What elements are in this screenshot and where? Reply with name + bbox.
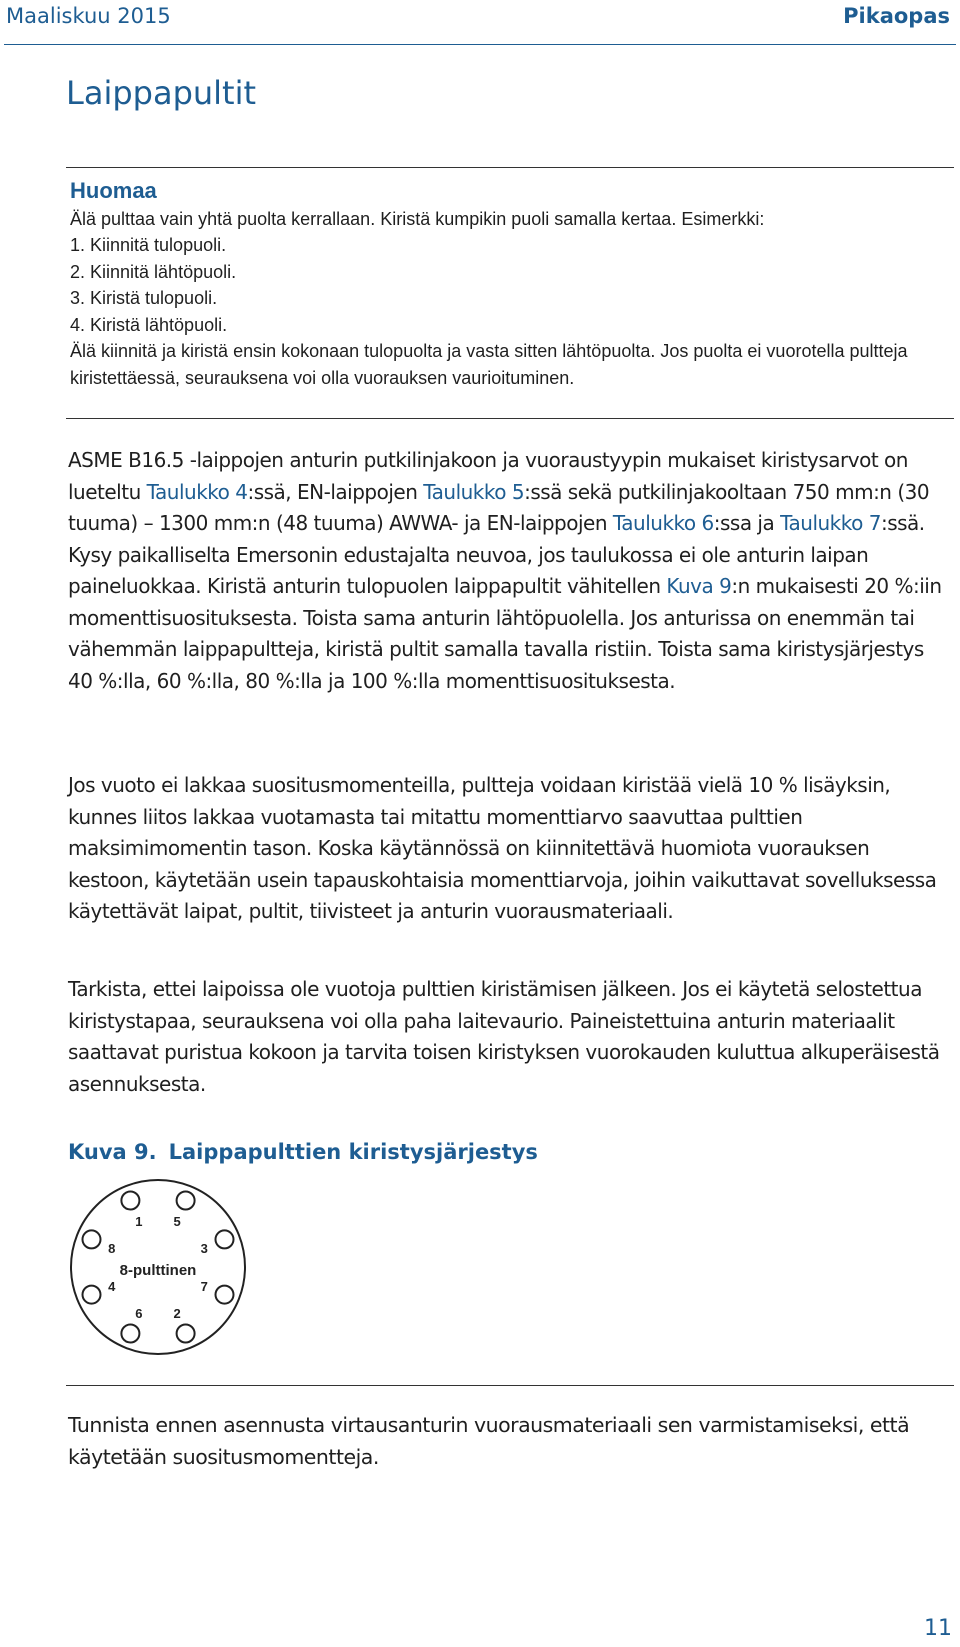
link-table-6[interactable]: Taulukko 6: [612, 511, 714, 535]
figure-label: Kuva 9.: [68, 1140, 157, 1164]
leak-paragraph: Jos vuoto ei lakkaa suositusmomenteilla, pultteja voidaan kiristää vielä 10 % lisäyksin, kunnes liitos lakkaa vuotamasta tai mitattu momenttiarvo saavuttaa pulttien maksimimomentin tason. Koska käytännössä on kiinnitettävä huomiota vuorauksen kestoon, käytetään usein tapauskohtaisia momenttiarvoja, joihin vaikuttavat sovelluksessa käytettävät laipat, pultit, tiivisteet ja anturin vuorausmateriaali.: [68, 773, 937, 923]
text-run: :ssä. Kysy paikalliselta Emersonin edustajalta neuvoa, jos taulukossa ei ole anturin laipan paineluokkaa. Kiristä anturin tulopuolen laippapultit vähitellen: [68, 511, 925, 598]
header-date: Maaliskuu 2015: [6, 4, 171, 28]
link-figure-9[interactable]: Kuva 9: [666, 574, 732, 598]
note-steps: [70, 232, 930, 338]
header-doc-type: Pikaopas: [843, 4, 950, 28]
note-top-divider: [66, 167, 954, 168]
note-intro: Älä pulttaa vain yhtä puolta kerrallaan. Kiristä kumpikin puoli samalla kertaa. Esimerkki:: [70, 208, 765, 229]
bolt-number: 6: [135, 1306, 143, 1322]
note-step: 2. Kiinnitä lähtöpuoli.: [70, 261, 237, 282]
bolt-number: 2: [173, 1306, 181, 1322]
note-outro: Älä kiinnitä ja kiristä ensin kokonaan tulopuolta ja vasta sitten lähtöpuolta. Jos puolta ei vuorotella pultteja kiristettäessä, seurauksena voi olla vuorauksen vaurioituminen.: [70, 341, 908, 388]
bolt-hole: [83, 1230, 101, 1248]
lining-paragraph: Tunnista ennen asennusta virtausanturin vuorausmateriaali sen varmistamiseksi, että käytetään suositusmomentteja.: [68, 1413, 910, 1469]
bolt-number: 7: [200, 1279, 208, 1295]
bolt-number: 4: [108, 1279, 116, 1295]
note-step: 3. Kiristä tulopuoli.: [70, 288, 218, 308]
bolt-hole: [216, 1230, 234, 1248]
bolt-count-label: 8-pulttinen: [119, 1262, 197, 1279]
bolt-hole: [121, 1192, 139, 1210]
text-run: :ssa ja: [713, 511, 781, 535]
text-run: :n mukaisesti 20 %:iin momenttisuosituksesta. Toista sama anturin lähtöpuolella. Jos anturissa on enemmän tai vähemmän laippapultteja, kiristä pultit samalla tavalla ristiin. Toista sama kiristysjärjestys 40 %:lla, 60 %:lla, 80 %:lla ja 100 %:lla momenttisuosituksesta.: [68, 574, 942, 693]
link-table-7[interactable]: Taulukko 7: [780, 511, 881, 535]
note-step: 4. Kiristä lähtöpuoli.: [70, 314, 228, 335]
page-title: Laippapultit: [66, 74, 257, 112]
note-heading: Huomaa: [70, 178, 157, 203]
figure-bottom-divider: [66, 1385, 954, 1386]
figure-caption: Laippapulttien kiristysjärjestys: [168, 1140, 538, 1164]
bolt-number: 3: [200, 1240, 208, 1256]
inspection-paragraph: Tarkista, ettei laipoissa ole vuotoja pulttien kiristämisen jälkeen. Jos ei käytetä selostettua kiristystapaa, seurauksena voi olla paha laitevaurio. Paineistettuina anturin materiaalit saattavat puristua kokoon ja tarvita toisen kiristyksen vuorokauden kuluttua alkuperäisestä asennuksesta.: [68, 977, 940, 1096]
bolt-hole: [177, 1192, 195, 1210]
text-run: ASME B16.5 -laippojen anturin putkilinjakoon ja vuoraustyypin mukaiset kiristysarvot on lueteltu: [68, 448, 908, 504]
text-run: :ssä sekä putkilinjakooltaan 750 mm:n (30 tuuma) – 1300 mm:n (48 tuuma) AWWA- ja EN-laippojen: [68, 479, 930, 535]
bolt-hole: [216, 1286, 234, 1304]
torque-paragraph: [68, 445, 953, 697]
figure-title: [68, 1140, 538, 1164]
header-divider: [4, 44, 956, 45]
bolt-pattern-diagram: [66, 1175, 266, 1375]
bolt-hole: [83, 1286, 101, 1304]
note-bottom-divider: [66, 418, 954, 419]
note-step: 1. Kiinnitä tulopuoli.: [70, 235, 227, 255]
link-table-4[interactable]: Taulukko 4: [146, 479, 248, 504]
page-number: 11: [924, 1616, 952, 1641]
link-table-5[interactable]: Taulukko 5: [423, 479, 525, 504]
bolt-number: 8: [108, 1240, 116, 1256]
bolt-hole: [121, 1325, 139, 1343]
bolt-hole: [177, 1325, 195, 1343]
text-run: :ssä, EN-laippojen: [247, 479, 424, 504]
note-box: [70, 178, 930, 391]
bolt-number: 5: [173, 1213, 181, 1229]
bolt-number: 1: [135, 1213, 143, 1229]
